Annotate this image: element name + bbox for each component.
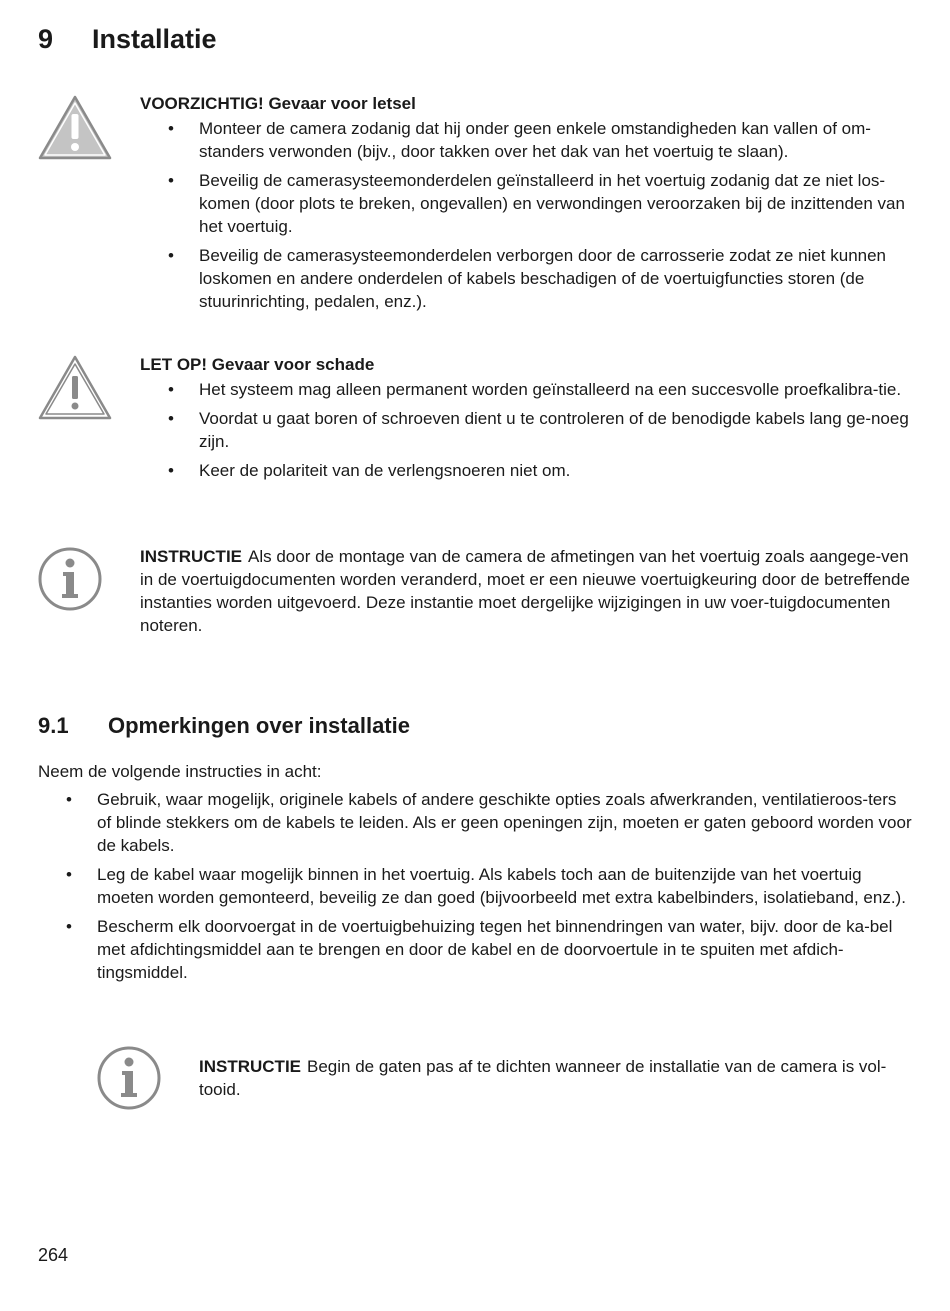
chapter-number: 9 [38, 24, 54, 54]
page-number: 264 [38, 1245, 69, 1265]
list-item: • Keer de polariteit van de verlengsnoeren niet om. [140, 459, 912, 482]
list-item: • Bescherm elk doorvoergat in de voertuigbehuizing tegen het binnendringen van water, bijv. door de ka-bel met afdichtingsmiddel aan te brengen en door de kabel en de doorvoertule in te spuiten met afdich-tingsmiddel. [38, 915, 912, 984]
instructions-block [38, 760, 912, 990]
note-text: Als door de montage van de camera de afmetingen van het voertuig zoals aangege-ven in de voertuigdocumenten worden veranderd, moet er een nieuwe voertuigkeuring door de betreffende instanties worden uitgevoerd. Deze instantie moet dergelijke wijzigingen in uw voer-tuigdocumenten noteren. [140, 547, 910, 635]
note-label: INSTRUCTIE [199, 1057, 301, 1076]
caution-block [140, 354, 912, 488]
section-heading [38, 713, 410, 739]
list-item: • Leg de kabel waar mogelijk binnen in het voertuig. Als kabels toch aan de buitenzijde van het voertuig moeten worden gemonteerd, beveilig ze dan goed (bijvoorbeeld met extra kabelbinders, isolatieband, enz.). [38, 863, 912, 909]
list-item: • Beveilig de camerasysteemonderdelen geïnstalleerd in het voertuig zodanig dat ze niet los-komen (door plots te breken, ongevallen) en verwondingen veroorzaken bij de inzittenden van het voertuig. [140, 169, 912, 238]
caution-title: LET OP! Gevaar voor schade [140, 355, 375, 374]
list-item: • Gebruik, waar mogelijk, originele kabels of andere geschikte opties zoals afwerkranden, ventilatieroos-ters of blinde stekkers om de kabels te leiden. Als er geen openingen zijn, moeten er gaten geboord worden voor de kabels. [38, 788, 912, 857]
note-label: INSTRUCTIE [140, 547, 242, 566]
warning-list [0, 117, 912, 313]
note-block-2 [199, 1055, 912, 1101]
caution-list [0, 378, 912, 482]
section-number: 9.1 [38, 713, 69, 738]
instructions-list [38, 788, 912, 984]
note-text: Begin de gaten pas af te dichten wanneer de installatie van de camera is vol-tooid. [199, 1057, 887, 1099]
note-block-1 [140, 545, 912, 637]
list-item: • Beveilig de camerasysteemonderdelen verborgen door de carrosserie zodat ze niet kunnen loskomen en andere onderdelen of kabels beschadigen of de voertuigfuncties storen (de stuurinrichting, pedalen, enz.). [140, 244, 912, 313]
warning-block [140, 93, 912, 319]
chapter-heading [38, 24, 217, 55]
intro-text: Neem de volgende instructies in acht: [38, 762, 322, 781]
chapter-title: Installatie [92, 24, 217, 54]
list-item: • Het systeem mag alleen permanent worden geïnstalleerd na een succesvolle proefkalibra-tie. [140, 378, 912, 401]
list-item: • Voordat u gaat boren of schroeven dient u te controleren of de benodigde kabels lang ge-noeg zijn. [140, 407, 912, 453]
warning-title: VOORZICHTIG! Gevaar voor letsel [140, 94, 416, 113]
section-title: Opmerkingen over installatie [108, 713, 410, 738]
info-icon [37, 546, 103, 612]
info-icon [96, 1045, 162, 1111]
list-item: • Monteer de camera zodanig dat hij onder geen enkele omstandigheden kan vallen of om-standers verwonden (bijv., door takken over het dak van het voertuig te slaan). [140, 117, 912, 163]
